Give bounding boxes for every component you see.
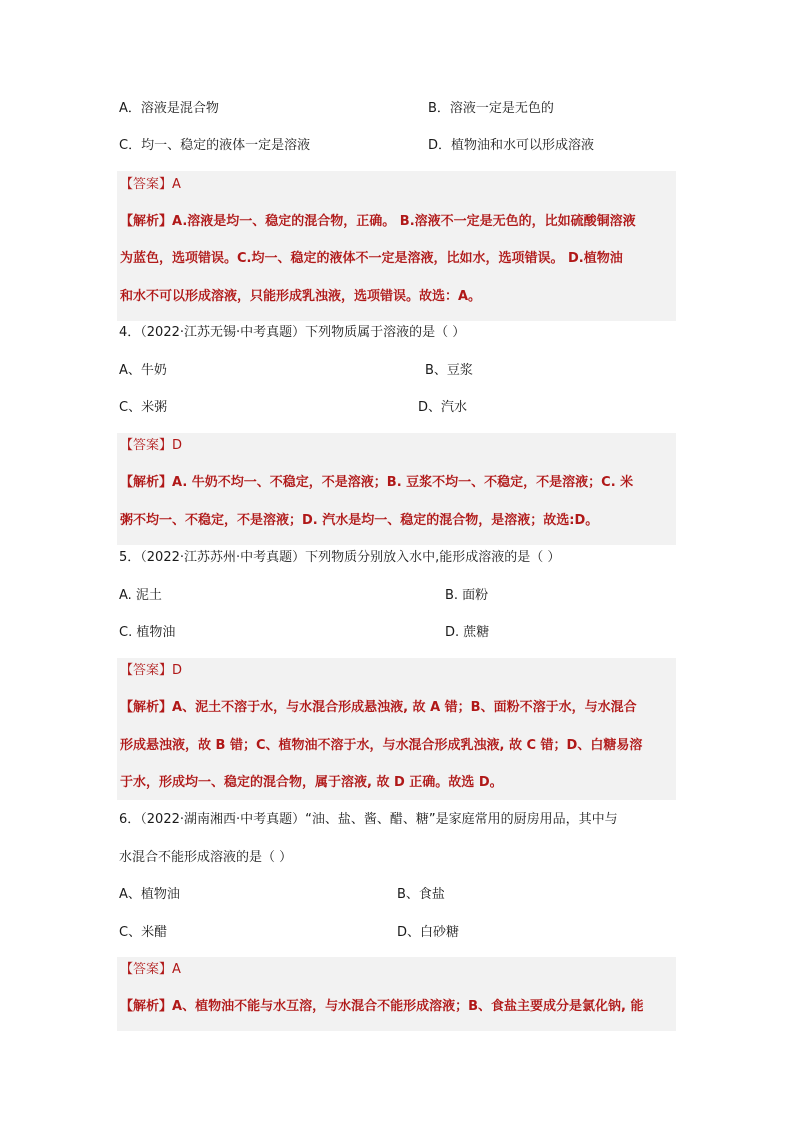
- q4-option-c: C、米粥: [119, 400, 168, 415]
- q5-option-d: D. 蔗糖: [445, 625, 490, 640]
- q3-analysis-line-2: 为蓝色，选项错误。C.均一、稳定的液体不一定是溶液，比如水，选项错误。 D.植物油: [120, 251, 623, 266]
- q4-analysis-line-1: 【解析】A. 牛奶不均一、不稳定，不是溶液；B. 豆浆不均一、不稳定，不是溶液；C. 米: [120, 475, 634, 490]
- q3-option-c: C．均一、稳定的液体一定是溶液: [119, 138, 311, 153]
- q6-option-a: A、植物油: [119, 887, 180, 902]
- answer-value: A: [172, 962, 181, 977]
- analysis-tag: 【解析】: [120, 214, 173, 229]
- q5-answer: [120, 662, 182, 680]
- q5-option-c: C. 植物油: [119, 625, 176, 640]
- q3-analysis-line-3: 和水不可以形成溶液，只能形成乳浊液，选项错误。故选：A。: [120, 289, 482, 304]
- answer-tag: 【答案】: [120, 438, 173, 453]
- q4-option-d: D、汽水: [418, 400, 468, 415]
- answer-tag: 【答案】: [120, 177, 173, 192]
- q6-answer-box: [117, 957, 676, 1031]
- q6-option-c: C、米醋: [119, 925, 168, 940]
- q3-option-d: D．植物油和水可以形成溶液: [428, 138, 595, 153]
- q5-question: 5．（2022·江苏苏州·中考真题）下列物质分别放入水中,能形成溶液的是（ ）: [119, 550, 561, 565]
- q4-option-a: A、牛奶: [119, 363, 167, 378]
- q5-analysis-line-2: 形成悬浊液，故 B 错；C、植物油不溶于水，与水混合形成乳浊液, 故 C 错；D、白糖易溶: [120, 738, 643, 753]
- answer-value: A: [172, 177, 181, 192]
- q4-option-b: B、豆浆: [425, 363, 473, 378]
- answer-tag: 【答案】: [120, 962, 173, 977]
- q4-answer: [120, 437, 182, 455]
- q6-option-b: B、食盐: [397, 887, 445, 902]
- q5-option-a: A. 泥土: [119, 588, 162, 603]
- q6-answer: [120, 961, 181, 979]
- analysis-tag: 【解析】: [120, 700, 173, 715]
- q5-option-b: B. 面粉: [445, 588, 489, 603]
- q6-question-line-2: 水混合不能形成溶液的是（ ）: [119, 850, 293, 865]
- answer-value: D: [172, 663, 183, 678]
- q6-analysis-line-1: 【解析】A、植物油不能与水互溶，与水混合不能形成溶液；B、食盐主要成分是氯化钠, 能: [120, 999, 644, 1014]
- q3-option-b: B．溶液一定是无色的: [428, 101, 554, 116]
- q5-analysis-line-1: 【解析】A、泥土不溶于水，与水混合形成悬浊液, 故 A 错；B、面粉不溶于水，与水混合: [120, 700, 637, 715]
- q3-option-a: A．溶液是混合物: [119, 101, 219, 116]
- analysis-tag: 【解析】: [120, 999, 173, 1014]
- answer-value: D: [172, 438, 183, 453]
- answer-tag: 【答案】: [120, 663, 173, 678]
- q6-question-line-1: 6．（2022·湖南湘西·中考真题）“油、盐、酱、醋、糖”是家庭常用的厨房用品，其中与: [119, 812, 618, 827]
- analysis-tag: 【解析】: [120, 475, 173, 490]
- q6-option-d: D、白砂糖: [397, 925, 460, 940]
- q4-question: 4．（2022·江苏无锡·中考真题）下列物质属于溶液的是（ ）: [119, 325, 466, 340]
- q5-analysis-line-3: 于水，形成均一、稳定的混合物，属于溶液, 故 D 正确。故选 D。: [120, 775, 503, 790]
- q3-answer: [120, 176, 181, 194]
- q4-analysis-line-2: 粥不均一、不稳定，不是溶液；D. 汽水是均一、稳定的混合物，是溶液；故选:D。: [120, 513, 599, 528]
- q3-analysis-line-1: 【解析】A.溶液是均一、稳定的混合物，正确。 B.溶液不一定是无色的，比如硫酸铜溶液: [120, 214, 636, 229]
